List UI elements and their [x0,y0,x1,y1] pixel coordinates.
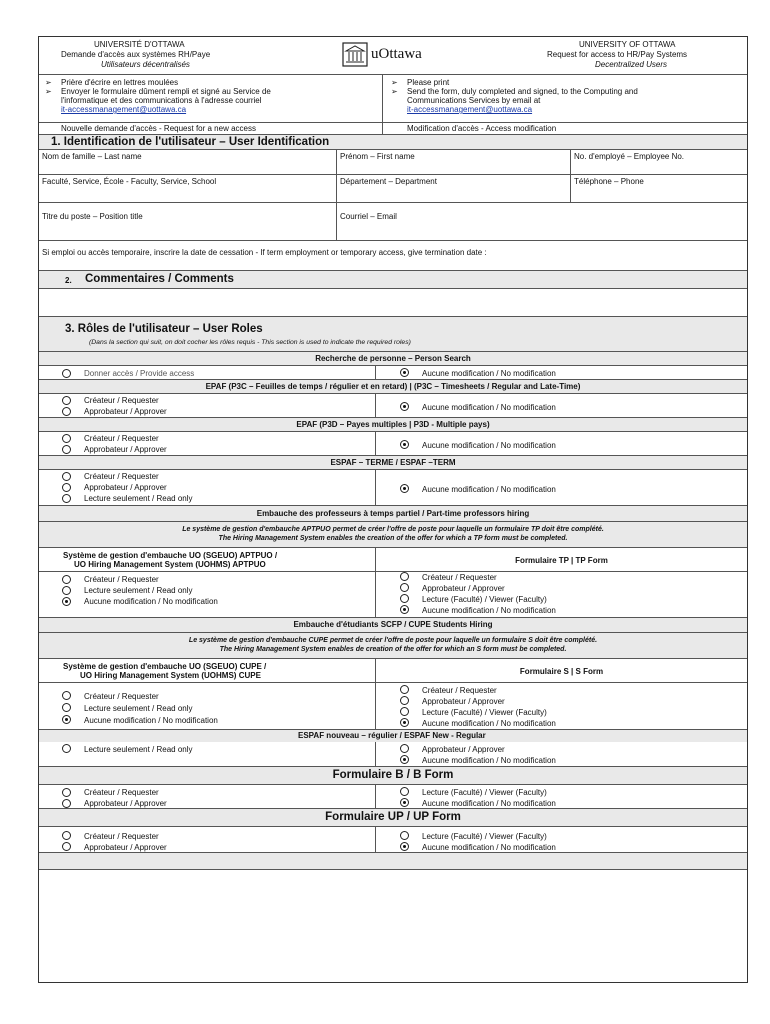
aptpuo-options: Créateur / Requester Lecture seulement / Read only Aucune modification / No modification Créateur / Requester Approbateur / Approver Lecture (Faculté) / Viewer (Faculty) Aucune modification / No modification [39,571,747,617]
epaf-p3c-options: Créateur / Requester Approbateur / Approver Aucune modification / No modification [39,393,747,417]
form-bottom-area [39,869,747,982]
tp-requester-radio[interactable] [400,572,409,581]
section3-title: 3. Rôles de l'utilisateur – User Roles [65,323,263,335]
cupe-no-mod-radio[interactable] [62,715,71,724]
request-type-row [39,122,747,134]
aptpuo-no-mod-radio[interactable] [62,597,71,606]
provide-access-radio[interactable] [62,369,71,378]
tp-approver-radio[interactable] [400,583,409,592]
section2-title: Commentaires / Comments [85,273,234,285]
first-name-field[interactable]: Prénom – First name [336,150,570,175]
term-approver-radio[interactable] [62,483,71,492]
section2-number: 2. [65,276,72,285]
access-request-form [38,36,748,983]
modification-checkbox[interactable]: Modification d'accès - Access modification [382,123,747,135]
section1-header [39,134,747,149]
p3c-no-mod-radio[interactable] [400,402,409,411]
en-email-link[interactable]: it-accessmanagement@uottawa.ca [407,105,533,114]
employee-no-field[interactable]: No. d'employé – Employee No. [570,150,747,175]
header-fr-subtitle: Utilisateurs décentralisés [101,60,190,69]
up-viewer-radio[interactable] [400,831,409,840]
b-no-mod-radio[interactable] [400,798,409,807]
tp-no-mod-radio[interactable] [400,605,409,614]
p3c-requester-radio[interactable] [62,396,71,405]
fr-email-link[interactable]: it-accessmanagement@uottawa.ca [61,105,187,114]
instruction-fr-send-1: Envoyer le formulaire dûment rempli et signé au Service de [61,87,271,96]
aptpuo-read-only-radio[interactable] [62,586,71,595]
instruction-en-send-2: Communications Services by email at [407,96,541,105]
phone-field[interactable]: Téléphone – Phone [570,175,747,203]
cupe-options: Créateur / Requester Lecture seulement / Read only Aucune modification / No modification Créateur / Requester Approbateur / Approver Lecture (Faculté) / Viewer (Faculty) Aucune modification / No modification [39,682,747,729]
header-logo-text: uOttawa [371,46,422,62]
instruction-fr-print: Prière d'écrire en lettres moulées [61,78,179,87]
cupe-read-only-radio[interactable] [62,703,71,712]
parttime-header: Embauche des professeurs à temps partiel / Part-time professors hiring [39,505,747,521]
b-viewer-radio[interactable] [400,787,409,796]
section2-header [39,270,747,288]
aptpuo-requester-radio[interactable] [62,575,71,584]
espaf-term-options: Créateur / Requester Approbateur / Approver Lecture seulement / Read only Aucune modification / No modification [39,469,747,505]
s-approver-radio[interactable] [400,696,409,705]
term-no-mod-radio[interactable] [400,484,409,493]
email-field[interactable]: Courriel – Email [336,203,747,241]
instruction-fr-send-2: l'informatique et des communications à l'adresse courriel [61,96,262,105]
person-search-options: Donner accès / Provide access Aucune modification / No modification [39,365,747,379]
b-form-options: Créateur / Requester Approbateur / Approver Lecture (Faculté) / Viewer (Faculty) Aucune modification / No modification [39,784,747,808]
espaf-new-header: ESPAF nouveau – régulier / ESPAF New - Regular [39,729,747,742]
up-form-options: Créateur / Requester Approbateur / Approver Lecture (Faculté) / Viewer (Faculty) Aucune modification / No modification [39,826,747,852]
section1-title: 1. Identification de l'utilisateur – User Identification [51,136,330,148]
cupe-note: Le système de gestion d'embauche CUPE permet de créer l'offre de poste pour laquelle un formulaire S doit être complété. The Hiring Management System enables de creation of the offer for which an S form must be completed. [39,632,747,658]
students-header: Embauche d'étudiants SCFP / CUPE Students Hiring [39,617,747,632]
epaf-p3c-header: EPAF (P3C – Feuilles de temps / régulier et en retard) | (P3C – Timesheets / Regular and Late-Time) [39,379,747,393]
instruction-en-print: Please print [407,78,450,87]
term-read-only-radio[interactable] [62,494,71,503]
up-form-header: Formulaire UP / UP Form [39,808,747,826]
s-viewer-radio[interactable] [400,707,409,716]
cupe-requester-radio[interactable] [62,691,71,700]
last-name-field[interactable]: Nom de famille – Last name [42,152,142,161]
epaf-p3d-options: Créateur / Requester Approbateur / Approver Aucune modification / No modification [39,431,747,455]
instruction-en-send-1: Send the form, duly completed and signed, to the Computing and [407,87,638,96]
position-row [39,202,747,240]
header-fr-title: Demande d'accès aux systèmes RH/Paye [61,50,211,59]
espaf-new-approver-radio[interactable] [400,744,409,753]
p3d-approver-radio[interactable] [62,445,71,454]
termination-date-field[interactable]: Si emploi ou accès temporaire, inscrire la date de cessation - If term employment or temporary access, give termination date : [39,240,747,270]
new-request-checkbox[interactable]: Nouvelle demande d'accès - Request for a new access [61,124,256,133]
form-footer-band [39,852,747,869]
cupe-columns: Système de gestion d'embauche UO (SGEUO) CUPE / UO Hiring Management System (UOHMS) CUPE Formulaire S | S Form [39,658,747,682]
person-search-no-mod-radio[interactable] [400,368,409,377]
header-fr-university: UNIVERSITÉ D'OTTAWA [94,40,185,49]
section3-subtitle: (Dans la section qui suit, on doit cocher les rôles requis - This section is used to indicate the required roles) [89,339,411,346]
up-approver-radio[interactable] [62,842,71,851]
comments-field[interactable] [39,288,747,316]
up-requester-radio[interactable] [62,831,71,840]
p3d-requester-radio[interactable] [62,434,71,443]
p3c-approver-radio[interactable] [62,407,71,416]
department-field[interactable]: Département – Department [336,175,570,203]
tp-viewer-radio[interactable] [400,594,409,603]
espaf-term-header: ESPAF – TERME / ESPAF –TERM [39,455,747,469]
aptpuo-note: Le système de gestion d'embauche APTPUO permet de créer l'offre de poste pour laquelle un formulaire TP doit être complété. The Hiring Management System enables the creation of the offer for which a TP form must be completed. [39,521,747,547]
p3d-no-mod-radio[interactable] [400,440,409,449]
header-en-title: Request for access to HR/Pay Systems [547,50,688,59]
faculty-row [39,174,747,202]
s-no-mod-radio[interactable] [400,718,409,727]
term-requester-radio[interactable] [62,472,71,481]
espaf-new-read-only-radio[interactable] [62,744,71,753]
b-form-header: Formulaire B / B Form [39,766,747,784]
instructions: ➢ Prière d'écrire en lettres moulées ➢ Envoyer le formulaire dûment rempli et signé au Service de l'informatique et des communications à l'adresse courriel it-accessmanagement@uottawa.ca ➢ Please print ➢ Send the form, duly completed and signed, to the Computing and Communications Services by email at it-accessmanagement@uottawa.ca [39,74,747,122]
epaf-p3d-header: EPAF (P3D – Payes multiples | P3D - Multiple pays) [39,417,747,431]
aptpuo-columns: Système de gestion d'embauche UO (SGEUO) APTPUO / UO Hiring Management System (UOHMS) APTPUO Formulaire TP | TP Form [39,547,747,571]
espaf-new-no-mod-radio[interactable] [400,755,409,764]
faculty-field[interactable]: Faculté, Service, École - Faculty, Service, School [42,177,217,186]
form-header [39,37,747,74]
uottawa-logo-icon [342,42,368,67]
name-row [39,149,747,174]
header-en-subtitle: Decentralized Users [595,60,668,69]
espaf-new-options: Lecture seulement / Read only Approbateur / Approver Aucune modification / No modification [39,742,747,766]
s-requester-radio[interactable] [400,685,409,694]
section3-header [39,316,747,351]
position-title-field[interactable]: Titre du poste – Position title [42,212,143,221]
header-en-university: UNIVERSITY OF OTTAWA [579,40,676,49]
b-approver-radio[interactable] [62,799,71,808]
up-no-mod-radio[interactable] [400,842,409,851]
b-requester-radio[interactable] [62,788,71,797]
person-search-header: Recherche de personne – Person Search [39,351,747,365]
